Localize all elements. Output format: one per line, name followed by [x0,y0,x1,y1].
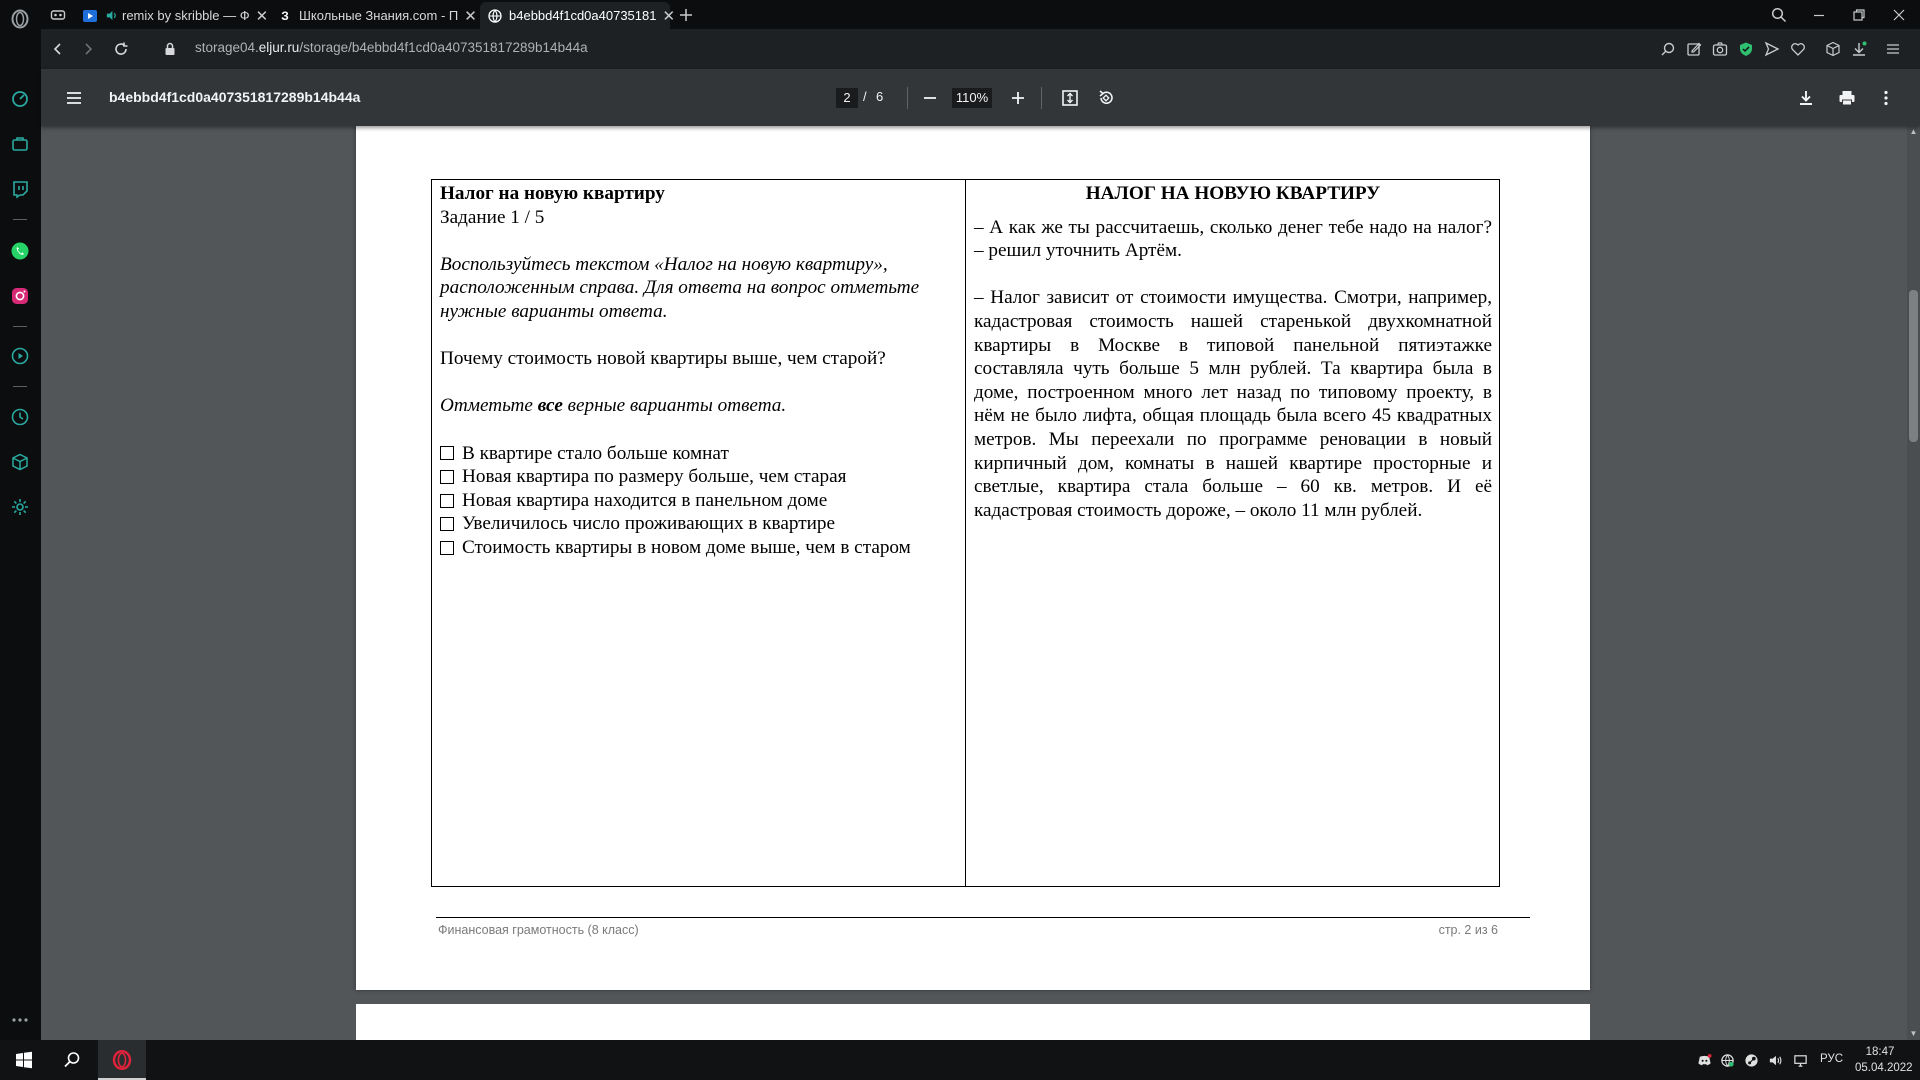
clock-date: 05.04.2022 [1855,1062,1913,1074]
back-arrow-icon[interactable] [47,38,69,60]
taskbar-search-icon[interactable] [48,1040,96,1080]
text-paragraph: – Налог зависит от стоимости имущества. Смотри, например, кадастровая стоимость нашей старенькой двухкомнатной квартиры в Москве в типовой панельной пятиэтажке составляла чуть больше 5 млн рублей. Та квартира была в доме, построенном много лет назад по типовому проекту, в нём не было лифта, общая площадь была всего 45 квадратных метров. Мы переехали по программе реновации в новый кирпичный дом, комнаты в нашей квартире просторные и светлые, квартира стала больше – 60 кв. метров. И её кадастровая стоимость дороже, – около 11 млн рублей. [974,287,1492,521]
heart-icon[interactable] [1788,39,1808,59]
whatsapp-icon[interactable] [8,239,32,263]
zoom-level-input[interactable]: 110% [952,88,992,108]
briefcase-icon[interactable] [8,132,32,156]
sidebar-separator [13,326,27,327]
checkbox[interactable] [440,541,454,555]
footer-subject: Финансовая грамотность (8 класс) [438,923,639,937]
task-column [440,182,960,560]
audio-playing-icon[interactable] [104,9,118,23]
windows-start-icon[interactable] [0,1040,48,1080]
close-tab-icon[interactable]: ✕ [464,7,477,25]
footer-rule [436,917,1530,918]
adblock-shield-icon[interactable] [1736,39,1756,59]
print-icon[interactable] [1835,86,1859,110]
checkbox[interactable] [440,517,454,531]
url-field[interactable]: storage04.eljur.ru/storage/b4ebbd4f1cd0a407351817289b14b44a [195,40,588,55]
tab-youtube[interactable] [75,2,269,29]
task-instruction: Воспользуйтесь текстом «Налог на новую квартиру», расположенным справа. Для ответа на вопрос отметьте нужные варианты ответа. [440,253,920,322]
task-question: Почему стоимость новой квартиры выше, чем старой? [440,348,886,370]
pdf-page [356,126,1590,990]
discord-tray-icon[interactable] [1695,1051,1713,1069]
answer-option[interactable]: Новая квартира по размеру больше, чем старая [440,465,960,489]
toolbar-divider [1041,87,1042,109]
total-pages: 6 [876,89,884,104]
history-icon[interactable] [8,405,32,429]
pdf-toolbar [41,69,1920,126]
answer-option[interactable]: Увеличилось число проживающих в квартире [440,512,960,536]
keyboard-language[interactable]: РУС [1820,1053,1844,1065]
lock-icon[interactable] [159,38,181,60]
pdf-title: b4ebbd4f1cd0a407351817289b14b44a [109,89,361,105]
windows-taskbar [0,1040,1920,1080]
forward-arrow-icon[interactable] [77,38,99,60]
edit-snapshot-icon[interactable] [1684,39,1704,59]
settings-gear-icon[interactable] [8,495,32,519]
reload-icon[interactable] [110,38,132,60]
address-bar [41,29,1920,69]
answer-option[interactable]: Новая квартира находится в панельном доме [440,489,960,513]
extensions-icon[interactable] [1823,39,1843,59]
system-clock[interactable] [1855,1044,1913,1076]
answer-option[interactable]: В квартире стало больше комнат [440,442,960,466]
new-tab-plus-icon[interactable] [675,4,697,26]
page-separator: / [863,89,867,104]
zoom-in-icon[interactable] [1006,86,1030,110]
twitch-icon[interactable] [8,177,32,201]
easy-setup-menu-icon[interactable] [1883,39,1903,59]
workspace-icon[interactable] [47,4,69,26]
task-table [431,179,1500,887]
speed-dial-icon[interactable] [8,87,32,111]
tab-label: remix by skribble — Ф [122,8,250,23]
send-icon[interactable] [1762,39,1782,59]
pdf-viewer[interactable] [41,126,1907,1040]
download-icon[interactable] [1794,86,1818,110]
opera-logo-icon[interactable] [8,7,32,31]
security-tray-icon[interactable] [1718,1051,1736,1069]
scroll-thumb[interactable] [1909,290,1918,442]
checkbox[interactable] [440,494,454,508]
text-column [974,182,1492,522]
player-icon[interactable] [8,344,32,368]
vertical-scrollbar[interactable] [1907,126,1920,1040]
footer-page: стр. 2 из 6 [1438,923,1498,937]
youtube-icon [83,9,97,23]
scroll-up-arrow-icon[interactable]: ▲ [1909,127,1918,136]
fit-to-page-icon[interactable] [1058,86,1082,110]
taskbar-opera-icon[interactable] [98,1040,146,1080]
tab-znanija[interactable] [270,2,477,29]
task-title: Налог на новую квартиру [440,183,665,204]
camera-icon[interactable] [1710,39,1730,59]
more-vertical-icon[interactable] [1874,86,1898,110]
page-search-icon[interactable] [1658,39,1678,59]
instagram-icon[interactable] [8,284,32,308]
checkbox[interactable] [440,446,454,460]
steam-tray-icon[interactable] [1742,1051,1760,1069]
network-tray-icon[interactable] [1791,1051,1809,1069]
restore-icon[interactable] [1848,4,1870,26]
tab-pdf-active[interactable] [480,2,676,29]
extensions-cube-icon[interactable] [8,450,32,474]
task-number: Задание 1 / 5 [440,206,545,228]
minimize-icon[interactable] [1808,4,1830,26]
tab-label: b4ebbd4f1cd0a40735181 [509,8,657,23]
globe-icon [488,9,502,23]
toolbar-divider [907,87,908,109]
tab-strip [41,0,1920,29]
rotate-icon[interactable] [1094,86,1118,110]
znanija-icon: З [281,8,289,23]
answer-option[interactable]: Стоимость квартиры в новом доме выше, чем в старом [440,536,960,560]
close-window-icon[interactable] [1888,4,1910,26]
close-tab-icon[interactable]: ✕ [255,7,269,25]
close-tab-icon[interactable]: ✕ [662,7,676,25]
clock-time: 18:47 [1865,1046,1895,1058]
opera-sidebar [0,0,41,1040]
text-paragraph: – А как же ты рассчитаешь, сколько денег тебе надо на налог? – решил уточнить Артём. [974,216,1492,262]
more-options-icon[interactable] [8,1008,32,1032]
table-column-divider [965,180,966,886]
page-number-input[interactable]: 2 [836,88,858,108]
downloads-icon[interactable] [1849,39,1869,59]
text-title: НАЛОГ НА НОВУЮ КВАРТИРУ [1085,183,1381,204]
checkbox[interactable] [440,470,454,484]
sidebar-separator [13,219,27,220]
search-tabs-icon[interactable] [1768,4,1790,26]
tab-label: Школьные Знания.com - П [299,8,459,23]
task-mark-instruction: Отметьте все верные варианты ответа. [440,395,787,417]
scroll-down-arrow-icon[interactable]: ▼ [1909,1029,1918,1038]
zoom-out-icon[interactable] [918,86,942,110]
sidebar-separator [13,386,27,387]
volume-tray-icon[interactable] [1766,1051,1784,1069]
hamburger-menu-icon[interactable] [62,86,86,110]
